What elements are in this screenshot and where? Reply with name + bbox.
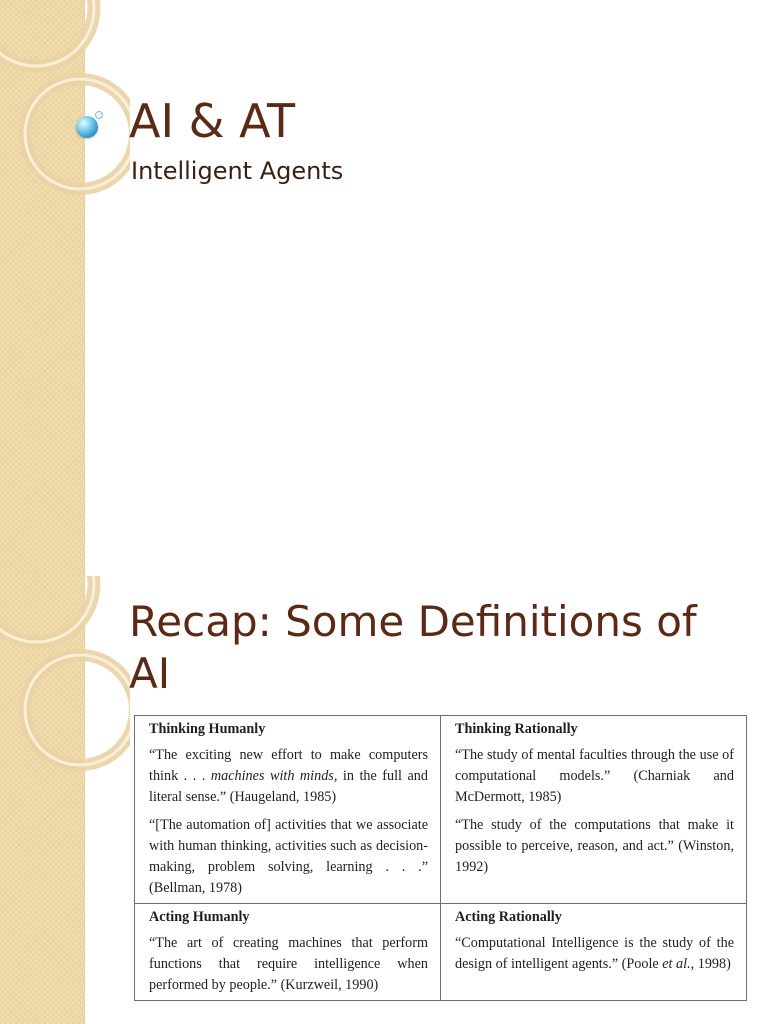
cell-acting-humanly [135,904,441,1001]
cell-acting-rationally [441,904,747,1001]
quote-text: , in the full and literal sense.” (Haugeland, 1985) [149,768,428,805]
cell-thinking-humanly [135,716,441,904]
quote: “The art of creating machines that perform functions that require intelligence when performed by people.” (Kurzweil, 1990) [149,935,428,993]
slide-2 [0,576,768,1024]
quote [149,745,428,808]
ring-decoration-icon [0,0,130,576]
slide-title: AI & AT [129,94,296,148]
cell-thinking-rationally [441,716,747,904]
table-row [135,716,747,904]
quote: “The study of mental faculties through the use of computational models.” (Charniak and McDermott, 1985) [455,747,734,805]
ai-definitions-table [134,715,747,1001]
quote-text: “The exciting new effort to make computers think . . . [149,747,428,784]
slide-title: Recap: Some Definitions of AI [129,597,697,698]
cell-heading: Acting Humanly [149,909,250,925]
quote-text: “Computational Intelligence is the study of the design of intelligent agents.” (Poole [455,935,734,972]
cell-heading: Acting Rationally [455,909,562,925]
quote [455,933,734,975]
quote: “[The automation of] activities that we associate with human thinking, activities such as decision-making, problem solving, learning . . .” (Bellman, 1978) [149,817,428,896]
ring-decoration-icon [0,576,130,1024]
quote-emphasis: machines with minds [210,768,334,784]
quote-emphasis: et al. [662,956,691,972]
blue-sphere-bullet-icon [76,116,98,138]
quote: “The study of the computations that make it possible to perceive, reason, and act.” (Winston, 1992) [455,817,734,875]
quote-text: , 1998) [690,956,731,972]
table-row [135,904,747,1001]
small-circle-icon [95,111,103,119]
cell-heading: Thinking Rationally [455,721,578,737]
slide-subtitle: Intelligent Agents [131,157,344,185]
cell-heading: Thinking Humanly [149,721,266,737]
